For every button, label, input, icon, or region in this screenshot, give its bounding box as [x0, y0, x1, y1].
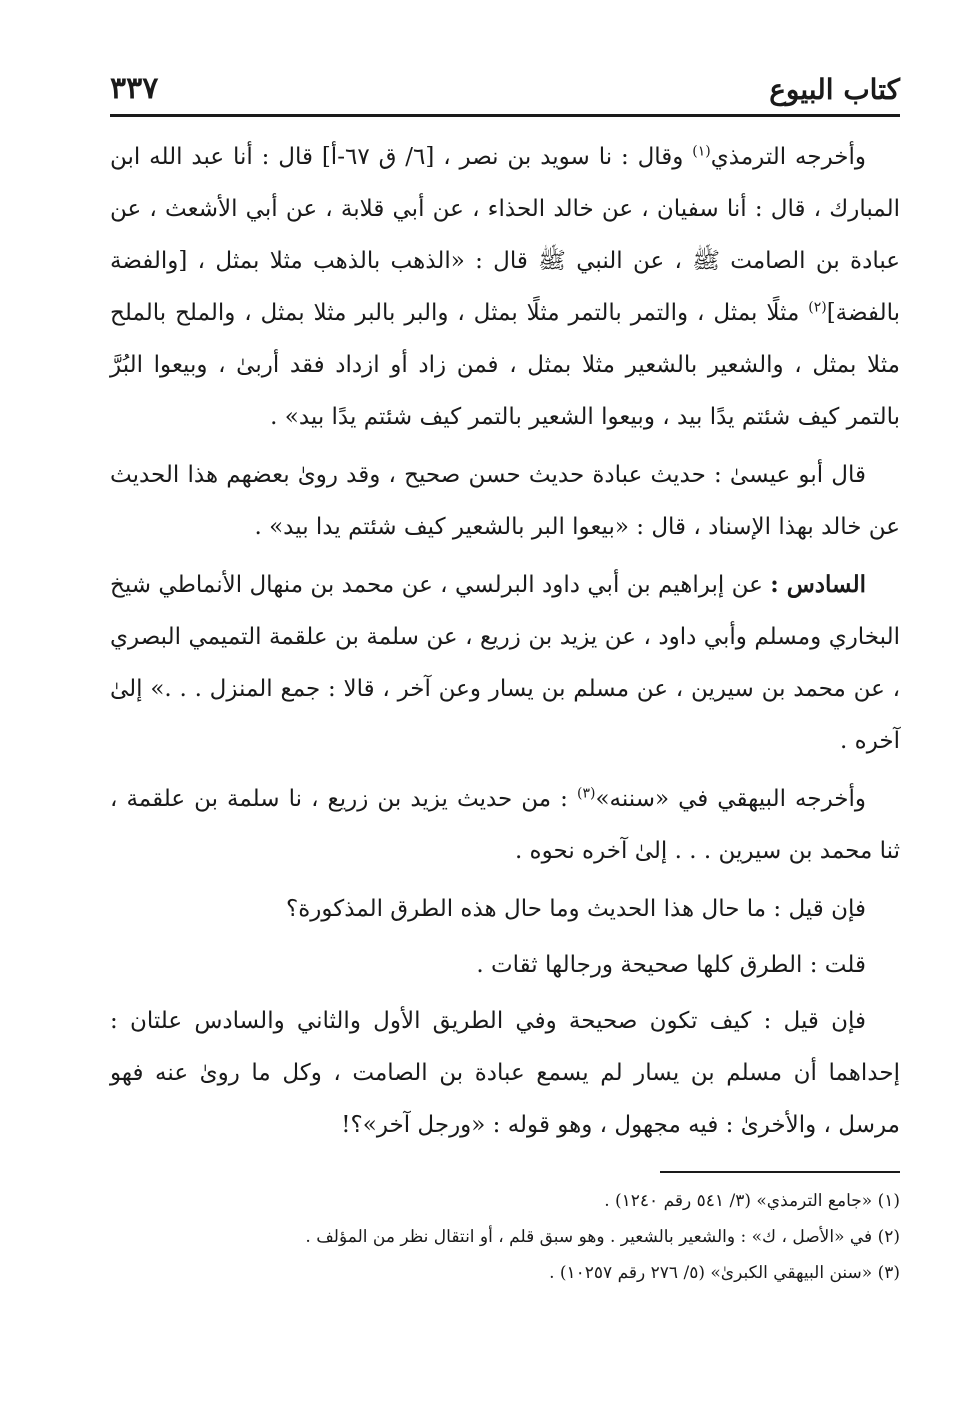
paragraph-question-2: فإن قيل : كيف تكون صحيحة وفي الطريق الأول والثاني والسادس علتان : إحداهما أن مسلم بن يسار لم يسمع عبادة بن الصامت ، وكل ما روىٰ عنه فهو مرسل ، والأخرىٰ : فيه مجهول ، وهو قوله : «ورجل آخر»؟!	[110, 1008, 900, 1138]
paragraph-text: وقال : نا سويد بن نصر ، [٦/ ق ٦٧-أ] قال : أنا عبد الله ابن المبارك ، قال : أنا سفيان ، عن خالد الحذاء ، عن أبي قلابة ، عن أبي الأشعث ، عن عبادة بن الصامت ﷺ ، عن النبي ﷺ قال : «الذهب بالذهب مثلا بمثل ، [والفضة بالفضة]	[110, 144, 900, 326]
footnote-divider	[660, 1171, 900, 1173]
paragraph-bayhaqi	[110, 773, 900, 877]
paragraph-text: عن إبراهيم بن أبي داود البرلسي ، عن محمد بن منهال الأنماطي شيخ البخاري ومسلم وأبي داود ، عن يزيد بن زريع ، عن سلمة بن علقمة التميمي البصري ، عن محمد بن سيرين ، عن مسلم بن يسار وعن آخر ، قالا : جمع المنزل . . .» إلىٰ آخره .	[110, 572, 900, 754]
paragraph-answer-1: قلت : الطرق كلها صحيحة ورجالها ثقات .	[476, 952, 866, 978]
footnote-ref-3[interactable]: (٣)	[576, 785, 596, 802]
paragraph-abu-isa: قال أبو عيسىٰ : حديث عبادة حديث حسن صحيح ، وقد روىٰ بعضهم هذا الحديث عن خالد بهذا الإسناد ، قال : «بيعوا البر بالشعير كيف شئتم يدا بيد» .	[110, 462, 900, 540]
page-number: ٣٣٧	[110, 71, 159, 106]
paragraph-text: وأخرجه الترمذي	[710, 144, 866, 170]
paragraph-sixth	[110, 559, 900, 767]
paragraph-lead: السادس :	[770, 571, 866, 598]
header-divider	[110, 114, 900, 117]
paragraph-tirmidhi	[110, 131, 900, 443]
book-page	[110, 50, 900, 1380]
paragraph-text: مثلًا بمثل ، والتمر بالتمر مثلًا بمثل ، والبر بالبر مثلا بمثل ، والملح بالملح مثلا بمثل ، والشعير بالشعير مثلا بمثل ، فمن زاد أو ازداد فقد أربىٰ ، وبيعوا البُرَّ بالتمر كيف شئتم يدًا بيد ، وبيعوا الشعير بالتمر كيف شئتم يدًا بيد» .	[110, 300, 900, 430]
footnote-1: (١) «جامع الترمذي» (٣/ ٥٤١ رقم ١٢٤٠) .	[604, 1190, 900, 1211]
footnotes	[110, 1183, 900, 1291]
footnote-ref-2[interactable]: (٢)	[808, 299, 827, 316]
paragraph-text: وأخرجه البيهقي في «سننه»	[595, 786, 866, 812]
footnote-3: (٣) «سنن البيهقي الكبرىٰ» (٥/ ٢٧٦ رقم ١٠٢٥٧) .	[549, 1262, 900, 1283]
paragraph-text: : من حديث يزيد بن زريع ، نا سلمة بن علقمة ، ثنا محمد بن سيرين . . . إلىٰ آخره نحوه .	[110, 786, 900, 864]
chapter-title: كتاب البيوع	[769, 73, 900, 106]
footnote-ref-1[interactable]: (١)	[692, 143, 711, 160]
page-header	[110, 50, 900, 114]
footnote-2: (٢) في «الأصل ، ك» : والشعير بالشعير . وهو سبق قلم ، أو انتقال نظر من المؤلف .	[305, 1226, 900, 1247]
paragraph-question-1: فإن قيل : ما حال هذا الحديث وما حال هذه الطرق المذكورة؟	[286, 896, 866, 922]
